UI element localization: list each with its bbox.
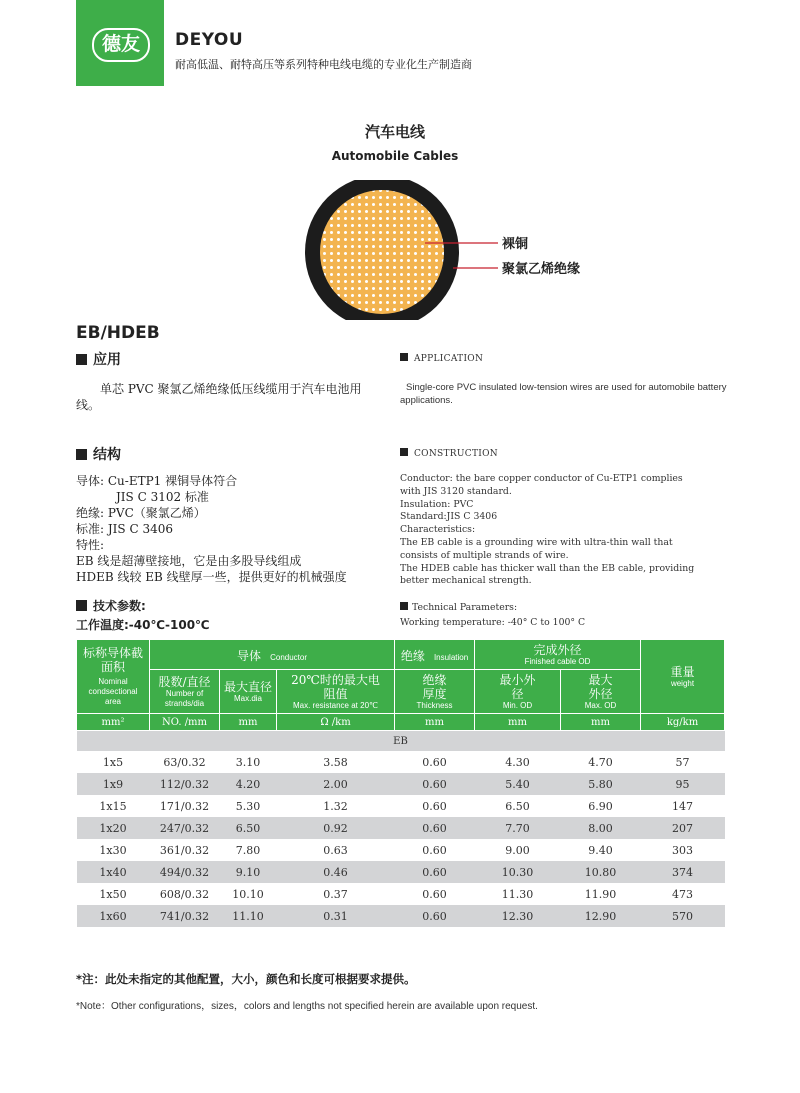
table-cell: 0.92 — [277, 817, 395, 839]
table-cell: 171/0.32 — [150, 795, 220, 817]
table-cell: 0.37 — [277, 883, 395, 905]
table-cell: 4.70 — [561, 751, 641, 773]
copper-conductor — [320, 190, 444, 314]
header-thickness: 绝缘厚度 Thickness — [395, 670, 475, 714]
table-cell: 4.30 — [475, 751, 561, 773]
construction-line-cn: JIS C 3102 标准 — [116, 490, 209, 504]
table-cell: 0.60 — [395, 905, 475, 927]
table-cell: 3.58 — [277, 751, 395, 773]
construction-text-en — [400, 473, 730, 588]
construction-line-cn: HDEB 线较 EB 线壁厚一些，提供更好的机械强度 — [76, 570, 347, 584]
spec-table — [76, 639, 725, 927]
construction-line-cn: 绝缘: PVC（聚氯乙烯） — [76, 506, 206, 520]
unit-cell: kg/km — [641, 714, 725, 731]
table-cell: 0.60 — [395, 751, 475, 773]
table-cell: 207 — [641, 817, 725, 839]
table-row — [77, 861, 725, 883]
construction-line-cn: 导体: Cu-ETP1 裸铜导体符合 — [76, 474, 238, 488]
note-cn: *注：此处未指定的其他配置，大小，颜色和长度可根据要求提供。 — [76, 972, 416, 986]
insulation-label: 聚氯乙烯绝缘 — [502, 262, 581, 277]
table-cell: 112/0.32 — [150, 773, 220, 795]
table-cell: 63/0.32 — [150, 751, 220, 773]
header-min-od: 最小外径 Min. OD — [475, 670, 561, 714]
construction-line-en: The HDEB cable has thicker wall than the EB cable, providing — [400, 562, 695, 574]
table-cell: 9.10 — [220, 861, 277, 883]
construction-line-cn: EB 线是超薄壁接地，它是由多股导线组成 — [76, 554, 302, 568]
unit-cell: mm — [220, 714, 277, 731]
table-cell: 12.30 — [475, 905, 561, 927]
construction-heading-en: CONSTRUCTION — [400, 448, 498, 459]
table-cell: 10.10 — [220, 883, 277, 905]
construction-line-en: The EB cable is a grounding wire with ultra-thin wall that — [400, 536, 673, 548]
table-row — [77, 883, 725, 905]
table-cell: 10.80 — [561, 861, 641, 883]
square-bullet-icon — [400, 448, 408, 456]
application-heading-en: APPLICATION — [400, 353, 483, 364]
header-finished-od: 完成外径 Finished cable OD — [475, 640, 641, 670]
construction-line-en: better mechanical strength. — [400, 575, 532, 587]
table-cell: 0.60 — [395, 773, 475, 795]
unit-cell: mm — [475, 714, 561, 731]
table-cell: 1x9 — [77, 773, 150, 795]
table-row — [77, 773, 725, 795]
table-cell: 1x20 — [77, 817, 150, 839]
table-cell: 12.90 — [561, 905, 641, 927]
construction-heading-cn: 结构 — [76, 444, 121, 464]
header-nominal-area: 标称导体截面积 Nominal condsectional area — [77, 640, 150, 714]
logo-mark: 德友 — [92, 28, 150, 62]
table-cell: 1.32 — [277, 795, 395, 817]
table-body — [77, 751, 725, 927]
table-cell: 7.80 — [220, 839, 277, 861]
table-cell: 0.60 — [395, 795, 475, 817]
brand-slogan: 耐高低温、耐特高压等系列特种电线电缆的专业化生产制造商 — [175, 58, 472, 71]
table-cell: 5.80 — [561, 773, 641, 795]
table-row — [77, 905, 725, 927]
table-cell: 0.60 — [395, 861, 475, 883]
table-cell: 494/0.32 — [150, 861, 220, 883]
construction-line-en: Conductor: the bare copper conductor of Cu-ETP1 complies — [400, 473, 683, 484]
table-cell: 473 — [641, 883, 725, 905]
table-cell: 0.46 — [277, 861, 395, 883]
table-cell: 361/0.32 — [150, 839, 220, 861]
table-cell: 4.20 — [220, 773, 277, 795]
table-cell: 2.00 — [277, 773, 395, 795]
construction-line-en: Characteristics: — [400, 524, 476, 536]
table-cell: 1x5 — [77, 751, 150, 773]
unit-cell: NO. /mm — [150, 714, 220, 731]
brand-name: DEYOU — [175, 30, 244, 50]
table-cell: 0.31 — [277, 905, 395, 927]
unit-cell: mm — [395, 714, 475, 731]
table-cell: 608/0.32 — [150, 883, 220, 905]
table-cell: 8.00 — [561, 817, 641, 839]
table-cell: 570 — [641, 905, 725, 927]
table-cell: 0.63 — [277, 839, 395, 861]
square-bullet-icon — [400, 602, 408, 610]
working-temperature-en: Working temperature: -40° C to 100° C — [400, 617, 586, 628]
group-row — [77, 731, 725, 752]
table-cell: 11.10 — [220, 905, 277, 927]
table-cell: 1x60 — [77, 905, 150, 927]
table-cell: 9.00 — [475, 839, 561, 861]
application-text-cn: 单芯 PVC 聚氯乙烯绝缘低压线缆用于汽车电池用线。 — [76, 382, 362, 412]
construction-line-en: Standard:JIS C 3406 — [400, 511, 498, 523]
table-cell: 147 — [641, 795, 725, 817]
table-cell: 57 — [641, 751, 725, 773]
technical-heading-en: Technical Parameters: — [400, 602, 517, 615]
table-cell: 303 — [641, 839, 725, 861]
table-cell: 6.50 — [220, 817, 277, 839]
construction-text-cn — [76, 473, 396, 585]
table-row — [77, 795, 725, 817]
page-title: 汽车电线 — [364, 123, 425, 141]
table-cell: 741/0.32 — [150, 905, 220, 927]
table-cell: 1x50 — [77, 883, 150, 905]
unit-cell: mm — [561, 714, 641, 731]
header-max-dia: 最大直径 Max.dia — [220, 670, 277, 714]
technical-heading-cn: 技术参数: — [76, 597, 146, 614]
product-code: EB/HDEB — [76, 323, 160, 343]
unit-cell: Ω /km — [277, 714, 395, 731]
square-bullet-icon — [76, 600, 87, 611]
square-bullet-icon — [76, 354, 87, 365]
table-cell: 0.60 — [395, 883, 475, 905]
unit-cell: mm² — [77, 714, 150, 731]
group-label: EB — [77, 731, 725, 752]
header-weight: 重量 weight — [641, 640, 725, 714]
table-cell: 247/0.32 — [150, 817, 220, 839]
table-cell: 6.50 — [475, 795, 561, 817]
square-bullet-icon — [400, 353, 408, 361]
logo — [76, 0, 164, 86]
table-cell: 6.90 — [561, 795, 641, 817]
units-row — [77, 714, 725, 731]
page-subtitle: Automobile Cables — [331, 149, 459, 163]
construction-line-cn: 标准: JIS C 3406 — [76, 522, 173, 536]
table-row — [77, 839, 725, 861]
table-cell: 7.70 — [475, 817, 561, 839]
header-conductor: 导体 Conductor — [150, 640, 395, 670]
table-cell: 0.60 — [395, 817, 475, 839]
table-cell: 9.40 — [561, 839, 641, 861]
table-cell: 95 — [641, 773, 725, 795]
header-resistance: 20℃时的最大电阻值 Max. resistance at 20℃ — [277, 670, 395, 714]
table-cell: 10.30 — [475, 861, 561, 883]
table-cell: 11.30 — [475, 883, 561, 905]
header-strands: 股数/直径 Number of strands/dia — [150, 670, 220, 714]
cable-cross-section-diagram — [300, 180, 630, 320]
conductor-label: 裸铜 — [502, 237, 529, 252]
construction-line-en: with JIS 3120 standard. — [400, 485, 512, 497]
table-cell: 374 — [641, 861, 725, 883]
header-max-od: 最大外径 Max. OD — [561, 670, 641, 714]
working-temperature-cn: 工作温度:-40℃-100℃ — [76, 618, 210, 632]
table-cell: 3.10 — [220, 751, 277, 773]
table-cell: 11.90 — [561, 883, 641, 905]
table-row — [77, 817, 725, 839]
table-cell: 0.60 — [395, 839, 475, 861]
header-insulation: 绝缘 Insulation — [395, 640, 475, 670]
construction-line-en: consists of multiple strands of wire. — [400, 549, 569, 561]
square-bullet-icon — [76, 449, 87, 460]
note-en: *Note：Other configurations，sizes，colors and lengths not specified herein are available upon request. — [76, 1001, 538, 1012]
construction-line-cn: 特性: — [76, 538, 105, 552]
table-row — [77, 751, 725, 773]
table-cell: 5.40 — [475, 773, 561, 795]
application-heading-cn: 应用 — [76, 349, 121, 369]
table-cell: 1x40 — [77, 861, 150, 883]
table-cell: 1x30 — [77, 839, 150, 861]
application-text-en: Single-core PVC insulated low-tension wires are used for automobile battery applications. — [400, 382, 727, 406]
table-cell: 5.30 — [220, 795, 277, 817]
table-cell: 1x15 — [77, 795, 150, 817]
construction-line-en: Insulation: PVC — [400, 498, 474, 510]
